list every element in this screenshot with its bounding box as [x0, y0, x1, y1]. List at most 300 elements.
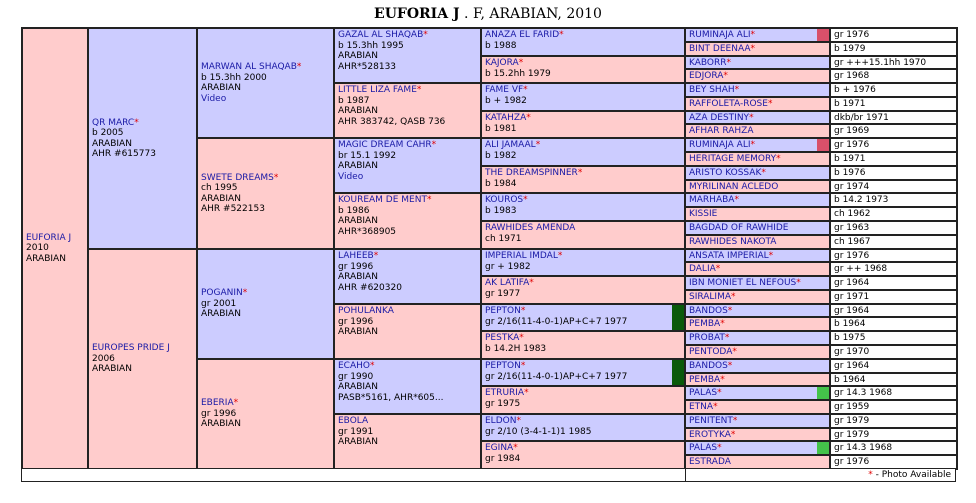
horse-detail: b 15.2hh 1979: [485, 68, 551, 79]
horse-name-link[interactable]: QR MARC: [92, 117, 135, 128]
photo-star-icon[interactable]: *: [513, 443, 518, 453]
photo-star-icon[interactable]: *: [796, 278, 801, 288]
photo-star-icon[interactable]: *: [516, 416, 521, 426]
gen5-cell: [481, 304, 685, 331]
photo-star-icon[interactable]: *: [731, 292, 736, 302]
gen6-cell: [685, 111, 830, 124]
horse-info: b 1971: [830, 97, 957, 111]
gen6-cell: [685, 56, 830, 69]
gen6-cell: [685, 124, 830, 138]
horse-name-link[interactable]: ANAZA EL FARID: [485, 30, 560, 40]
horse-name-link[interactable]: ETRURIA: [485, 388, 525, 398]
horse-name: [92, 118, 193, 129]
gen5-cell: [481, 331, 685, 359]
photo-star-icon[interactable]: *: [520, 306, 526, 316]
horse-name-link[interactable]: BINT DEENAA: [689, 44, 751, 54]
horse-name-link[interactable]: RAWHIDES AMENDA: [485, 223, 576, 233]
horse-name-link[interactable]: PALAS: [689, 443, 718, 453]
horse-name-link[interactable]: BEY SHAH: [689, 85, 735, 95]
gen6-cell: [685, 359, 830, 373]
horse-name-link[interactable]: SIRALIMA: [689, 292, 732, 302]
gen5-cell: [481, 276, 685, 304]
legend-text: - Photo Available: [872, 470, 951, 480]
horse-detail: gr 2/16(11-4-0-1)AP+C+7 1977: [485, 316, 628, 327]
gen5-cell: [481, 414, 685, 441]
horse-detail: ARABIAN: [26, 253, 66, 264]
horse-detail: gr 2001: [201, 298, 237, 309]
gen6-cell: [685, 42, 830, 56]
horse-name-link[interactable]: DALIA: [689, 264, 716, 274]
photo-star-icon[interactable]: *: [750, 44, 756, 54]
color-flag-icon: [817, 442, 829, 454]
horse-detail: b 14.2H 1983: [485, 343, 547, 354]
horse-name-link[interactable]: EUROPES PRIDE J: [92, 343, 170, 354]
gen6-cell: [685, 207, 830, 221]
horse-name-link[interactable]: LITTLE LIZA FAME: [338, 85, 417, 95]
horse-name-link[interactable]: EDJORA: [689, 71, 724, 81]
gen2-cell: [88, 28, 197, 249]
gen1-cell: [22, 28, 88, 469]
horse-info: ch 1962: [830, 207, 957, 221]
horse-name-link[interactable]: ESTRADA: [689, 457, 731, 467]
horse-name-link[interactable]: ECAHO: [338, 361, 370, 371]
gen2-cell: [88, 249, 197, 469]
video-link[interactable]: Video: [338, 171, 364, 182]
horse-name: [485, 306, 681, 317]
photo-star-icon[interactable]: *: [724, 333, 730, 343]
gen6-cell: [685, 441, 830, 455]
horse-name-link[interactable]: KATAHZA: [485, 113, 527, 123]
horse-detail: ARABIAN: [338, 106, 378, 116]
photo-star-icon[interactable]: *: [233, 398, 239, 409]
photo-star-icon[interactable]: *: [416, 85, 422, 95]
horse-info: b 1971: [830, 152, 957, 166]
color-flag-icon: [817, 387, 829, 399]
gen6-cell: [685, 193, 830, 207]
horse-name: [485, 251, 681, 262]
gen4-cell: [334, 414, 481, 469]
photo-star-icon[interactable]: *: [717, 443, 722, 453]
horse-name-link[interactable]: KOUREAM DE MENT: [338, 195, 427, 205]
horse-detail: b 1988: [485, 40, 517, 51]
horse-detail: ch 1971: [485, 233, 522, 244]
photo-star-icon[interactable]: *: [720, 319, 725, 329]
gen3-cell: [197, 28, 334, 138]
horse-name: [485, 416, 681, 427]
horse-name-link[interactable]: RAWHIDES NAKOTA: [689, 237, 777, 247]
photo-star-icon[interactable]: *: [734, 85, 740, 95]
horse-info: gr 1969: [830, 124, 957, 138]
horse-detail: b 1981: [485, 123, 517, 134]
horse-info: gr 1964: [830, 359, 957, 373]
horse-detail: ARABIAN: [338, 51, 378, 61]
horse-name-link[interactable]: PESTKA: [485, 333, 520, 343]
horse-name-link[interactable]: RAFFOLETA-ROSE: [689, 99, 768, 109]
horse-name-link[interactable]: KOUROS: [485, 195, 524, 205]
horse-name: [338, 416, 477, 427]
horse-name: [201, 398, 330, 409]
photo-star-icon[interactable]: *: [732, 347, 737, 357]
gen6-cell: [685, 152, 830, 166]
horse-detail: AHR #620320: [338, 282, 402, 293]
horse-name-link[interactable]: ELDON: [485, 416, 517, 426]
photo-star-icon[interactable]: *: [426, 195, 432, 205]
gen6-cell: [685, 317, 830, 331]
horse-info: gr 1979: [830, 414, 957, 428]
legend-star: *: [868, 470, 873, 480]
color-flag-icon: [817, 139, 829, 151]
photo-star-icon[interactable]: *: [767, 99, 773, 109]
horse-detail: b 2005: [92, 128, 124, 138]
horse-info: ch 1967: [830, 235, 957, 249]
horse-name-link[interactable]: AZA DESTINY: [689, 113, 750, 123]
horse-detail: b 1987: [338, 95, 370, 106]
gen5-cell: [481, 83, 685, 111]
gen6-cell: [685, 276, 830, 290]
horse-info: b 1976: [830, 166, 957, 180]
photo-star-icon[interactable]: *: [776, 154, 781, 164]
horse-detail: ARABIAN: [92, 364, 132, 375]
horse-name: [485, 113, 681, 124]
gen6-cell: [685, 304, 830, 317]
horse-name-link[interactable]: EGINA: [485, 443, 514, 453]
photo-star-icon[interactable]: *: [713, 402, 718, 412]
horse-detail: b 15.3hh 2000: [201, 72, 267, 83]
horse-name-link[interactable]: BANDOS: [689, 306, 728, 316]
gen4-cell: [334, 138, 481, 193]
photo-star-icon[interactable]: *: [734, 195, 739, 205]
horse-info: gr 1976: [830, 455, 957, 469]
gen5-cell: [481, 359, 685, 386]
horse-detail: ARABIAN: [338, 437, 378, 447]
horse-detail: ARABIAN: [338, 327, 378, 337]
horse-name-link[interactable]: RUMINAJA ALI: [689, 140, 751, 150]
horse-detail: ARABIAN: [201, 309, 241, 320]
photo-star-icon[interactable]: *: [727, 361, 733, 371]
gen6-cell: [685, 221, 830, 235]
horse-detail: b 1983: [485, 205, 517, 216]
photo-star-icon[interactable]: *: [749, 113, 754, 123]
photo-star-icon[interactable]: *: [557, 251, 563, 261]
photo-star-icon[interactable]: *: [242, 288, 248, 299]
horse-name-link[interactable]: GAZAL AL SHAQAB: [338, 30, 424, 40]
horse-detail: ARABIAN: [338, 272, 378, 282]
photo-star-icon[interactable]: *: [723, 71, 728, 81]
horse-name-link[interactable]: ARISTO KOSSAK: [689, 168, 762, 178]
horse-name: [338, 251, 477, 262]
horse-name-link[interactable]: PEMBA: [689, 319, 721, 329]
gen5-cell: [481, 166, 685, 193]
photo-star-icon[interactable]: *: [529, 278, 534, 288]
horse-detail: AHR #615773: [92, 149, 156, 159]
gen4-cell: [334, 83, 481, 138]
horse-name-link[interactable]: MAGIC DREAM CAHR: [338, 140, 432, 150]
horse-name-link[interactable]: KISSIE: [689, 209, 718, 219]
horse-detail: AHR 383742, QASB 736: [338, 116, 446, 127]
gen6-cell: [685, 414, 830, 428]
gen5-cell: [481, 111, 685, 138]
horse-name-link[interactable]: PEPTON: [485, 306, 521, 316]
horse-detail: gr 1996: [338, 316, 374, 327]
horse-info: b 1979: [830, 42, 957, 56]
horse-info: gr 14.3 1968: [830, 386, 957, 400]
horse-name-link[interactable]: PEPTON: [485, 361, 521, 371]
photo-star-icon[interactable]: *: [768, 251, 774, 261]
horse-detail: gr 1975: [485, 398, 521, 409]
horse-name-link[interactable]: AFHAR RAHZA: [689, 126, 754, 136]
horse-name: [485, 361, 681, 372]
photo-star-icon[interactable]: *: [750, 30, 755, 40]
gen6-cell: [685, 235, 830, 249]
horse-name-link[interactable]: BAGDAD OF RAWHIDE: [689, 223, 789, 233]
gen5-cell: [481, 441, 685, 469]
gen6-cell: [685, 166, 830, 180]
horse-info: gr 1964: [830, 304, 957, 317]
horse-name: [338, 30, 477, 41]
horse-name-link[interactable]: IBN MONIET EL NEFOUS: [689, 278, 797, 288]
photo-star-icon[interactable]: *: [373, 251, 379, 261]
photo-star-icon[interactable]: *: [526, 113, 531, 123]
photo-star-icon[interactable]: *: [726, 58, 732, 68]
horse-detail: b + 1982: [485, 95, 527, 106]
horse-detail: br 15.1 1992: [338, 150, 397, 161]
photo-star-icon[interactable]: *: [134, 117, 139, 128]
photo-star-icon[interactable]: *: [730, 430, 736, 440]
horse-name-link[interactable]: FAME VF: [485, 85, 524, 95]
gen6-cell: [685, 428, 830, 441]
photo-star-icon[interactable]: *: [520, 361, 526, 371]
horse-detail: AHR #522153: [201, 204, 265, 214]
gen4-cell: [334, 304, 481, 359]
photo-star-icon[interactable]: *: [720, 375, 725, 385]
horse-detail: gr + 1982: [485, 261, 531, 272]
horse-name-link[interactable]: PROBAT: [689, 333, 725, 343]
photo-star-icon[interactable]: *: [717, 388, 722, 398]
horse-name-link[interactable]: KABORR: [689, 58, 727, 68]
horse-name-link[interactable]: BANDOS: [689, 361, 728, 371]
photo-star-icon[interactable]: *: [523, 85, 528, 95]
photo-star-icon[interactable]: *: [273, 172, 279, 183]
horse-detail: gr 2/16(11-4-0-1)AP+C+7 1977: [485, 371, 628, 382]
horse-name-link[interactable]: PALAS: [689, 388, 718, 398]
horse-info: gr 1970: [830, 345, 957, 359]
horse-detail: ARABIAN: [338, 216, 378, 226]
horse-name-link[interactable]: EBERIA: [201, 398, 234, 409]
horse-name: [338, 195, 477, 206]
horse-name: [26, 233, 84, 244]
horse-name-link[interactable]: PENTODA: [689, 347, 733, 357]
horse-info: gr +++15.1hh 1970: [830, 56, 957, 69]
horse-name: [485, 278, 681, 289]
horse-detail: gr 1977: [485, 288, 521, 299]
gen4-cell: [334, 193, 481, 249]
horse-detail: b 1984: [485, 178, 517, 189]
horse-detail: gr 1984: [485, 453, 521, 464]
gen5-cell: [481, 221, 685, 249]
horse-info: gr 1959: [830, 400, 957, 414]
horse-name-link[interactable]: MARHABA: [689, 195, 735, 205]
horse-name: [201, 173, 330, 184]
horse-name-link[interactable]: PENITENT: [689, 416, 733, 426]
title-horse-name: EUFORIA J: [374, 6, 460, 22]
horse-name: [485, 168, 681, 179]
horse-detail: gr 1996: [201, 408, 237, 419]
horse-name: [485, 30, 681, 41]
horse-name: [485, 58, 681, 69]
horse-name-link[interactable]: THE DREAMSPINNER: [485, 168, 578, 178]
gen4-cell: [334, 249, 481, 304]
horse-name-link[interactable]: KAJORA: [485, 58, 519, 68]
gen6-cell: [685, 28, 830, 42]
horse-detail: ARABIAN: [201, 193, 241, 204]
gen6-cell: [685, 249, 830, 262]
horse-name: [201, 288, 330, 299]
horse-info: gr 1976: [830, 28, 957, 42]
video-link[interactable]: Video: [201, 93, 227, 104]
horse-name: [485, 223, 681, 234]
gen6-cell: [685, 180, 830, 193]
horse-info: gr 1968: [830, 69, 957, 83]
horse-detail: ch 1995: [201, 183, 238, 193]
gen5-cell: [481, 138, 685, 166]
gen3-cell: [197, 359, 334, 469]
horse-name: [485, 85, 681, 96]
horse-detail: ARABIAN: [201, 419, 241, 430]
photo-star-icon[interactable]: *: [715, 264, 721, 274]
photo-star-icon[interactable]: *: [727, 306, 733, 316]
horse-detail: ARABIAN: [338, 382, 378, 392]
horse-name-link[interactable]: MARWAN AL SHAQAB: [201, 62, 297, 72]
horse-detail: gr 1996: [338, 261, 374, 272]
horse-info: gr 14.3 1968: [830, 441, 957, 455]
horse-info: gr 1963: [830, 221, 957, 235]
horse-info: dkb/br 1971: [830, 111, 957, 124]
horse-name-link[interactable]: ALI JAMAAL: [485, 140, 536, 150]
photo-star-icon[interactable]: *: [761, 168, 766, 178]
title-details: . F, ARABIAN, 2010: [459, 6, 602, 22]
horse-detail: AHR*528133: [338, 61, 397, 72]
horse-detail: ARABIAN: [92, 138, 132, 149]
gen4-cell: [334, 28, 481, 83]
color-flag-icon: [672, 360, 684, 385]
horse-info: gr 1976: [830, 249, 957, 262]
horse-detail: PASB*5161, AHR*605...: [338, 392, 444, 403]
gen6-cell: [685, 373, 830, 386]
horse-info: b 14.2 1973: [830, 193, 957, 207]
gen5-cell: [481, 193, 685, 221]
horse-detail: ARABIAN: [201, 83, 241, 93]
horse-info: b 1964: [830, 317, 957, 331]
gen5-cell: [481, 56, 685, 83]
horse-name: [485, 195, 681, 206]
color-flag-icon: [672, 305, 684, 330]
horse-name: [338, 140, 477, 151]
horse-name: [338, 361, 477, 372]
horse-name: [338, 306, 477, 317]
horse-info: gr 1976: [830, 138, 957, 152]
horse-info: gr ++ 1968: [830, 262, 957, 276]
photo-star-icon[interactable]: *: [423, 30, 428, 40]
color-flag-icon: [817, 29, 829, 41]
horse-name-link[interactable]: PEMBA: [689, 375, 721, 385]
gen6-cell: [685, 138, 830, 152]
horse-detail: gr 1990: [338, 371, 374, 382]
horse-info: gr 1979: [830, 428, 957, 441]
horse-name-link[interactable]: EROTYKA: [689, 430, 731, 440]
horse-name: [485, 388, 681, 399]
horse-name: [485, 443, 681, 454]
page-title: [0, 6, 976, 22]
horse-name-link[interactable]: HERITAGE MEMORY: [689, 154, 777, 164]
photo-star-icon[interactable]: *: [559, 30, 564, 40]
photo-star-icon[interactable]: *: [523, 195, 528, 205]
horse-name-link[interactable]: SWETE DREAMS: [201, 172, 274, 183]
horse-info: b 1964: [830, 373, 957, 386]
horse-name-link[interactable]: IMPERIAL IMDAL: [485, 251, 558, 261]
horse-name-link[interactable]: POHULANKA: [338, 306, 394, 316]
horse-name-link[interactable]: ETNA: [689, 402, 714, 412]
gen6-cell: [685, 345, 830, 359]
horse-detail: 2006: [92, 353, 115, 364]
horse-info: gr 1964: [830, 276, 957, 290]
gen5-cell: [481, 28, 685, 56]
horse-name: [201, 62, 330, 73]
horse-name-link[interactable]: AK LATIFA: [485, 278, 530, 288]
horse-name-link[interactable]: LAHEEB: [338, 251, 374, 261]
horse-detail: b 1986: [338, 205, 370, 216]
horse-name-link[interactable]: ANSATA IMPERIAL: [689, 251, 769, 261]
gen6-cell: [685, 455, 830, 469]
gen4-cell: [334, 359, 481, 414]
photo-star-icon[interactable]: *: [519, 333, 524, 343]
gen6-cell: [685, 331, 830, 345]
photo-star-icon[interactable]: *: [431, 140, 437, 150]
horse-name: [485, 140, 681, 151]
photo-star-icon[interactable]: *: [750, 140, 755, 150]
horse-detail: b 15.3hh 1995: [338, 40, 404, 51]
horse-name-link[interactable]: POGANIN: [201, 288, 243, 299]
gen6-cell: [685, 69, 830, 83]
horse-info: b + 1976: [830, 83, 957, 97]
footer-divider: [685, 469, 686, 481]
photo-star-icon[interactable]: *: [535, 140, 541, 150]
gen3-cell: [197, 138, 334, 249]
horse-name-link[interactable]: EUFORIA J: [26, 232, 72, 243]
gen3-cell: [197, 249, 334, 359]
horse-detail: b 1982: [485, 150, 517, 161]
photo-star-icon[interactable]: *: [577, 168, 583, 178]
gen6-cell: [685, 400, 830, 414]
photo-star-icon[interactable]: *: [732, 416, 738, 426]
gen6-cell: [685, 83, 830, 97]
photo-star-icon[interactable]: *: [524, 388, 529, 398]
horse-name-link[interactable]: MYRILINAN ACLEDO: [689, 182, 779, 192]
gen5-cell: [481, 249, 685, 276]
gen6-cell: [685, 262, 830, 276]
gen5-cell: [481, 386, 685, 414]
pedigree-chart: [21, 27, 958, 470]
horse-name: [338, 85, 477, 96]
horse-name-link[interactable]: EBOLA: [338, 416, 369, 426]
pedigree-footer: [21, 468, 956, 482]
photo-star-icon[interactable]: *: [518, 58, 524, 68]
horse-detail: AHR*368905: [338, 226, 397, 237]
horse-detail: gr 2/10 (3-4-1-1)1 1985: [485, 426, 592, 437]
photo-star-icon[interactable]: *: [369, 361, 375, 371]
horse-name-link[interactable]: RUMINAJA ALI: [689, 30, 751, 40]
photo-star-icon[interactable]: *: [296, 62, 302, 72]
horse-info: gr 1974: [830, 180, 957, 193]
